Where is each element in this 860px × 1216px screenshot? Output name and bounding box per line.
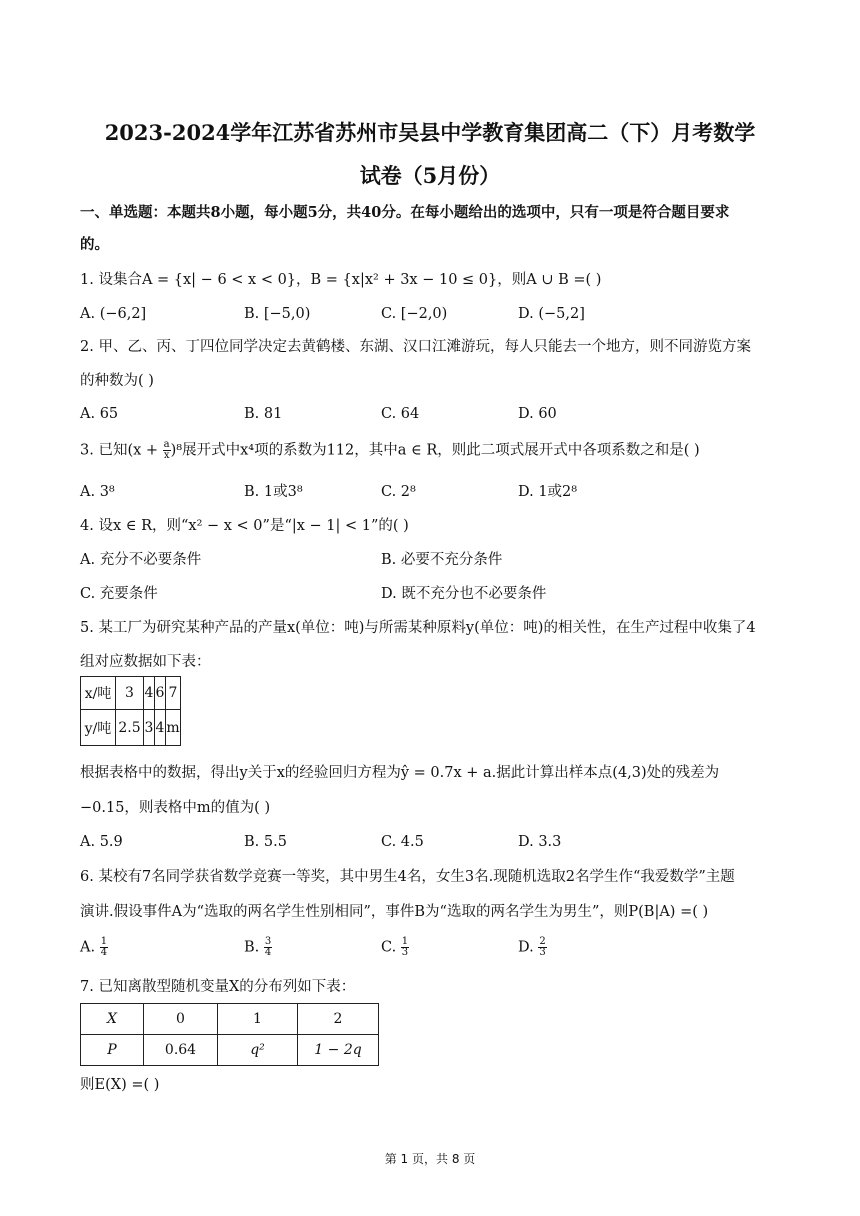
- q2-option-d: D. 60: [518, 406, 557, 422]
- table-cell: 3: [116, 677, 144, 710]
- q5-option-d: D. 3.3: [518, 834, 562, 850]
- q2-stem-cont: 的种数为( ): [80, 373, 154, 389]
- q6-option-d-label: D.: [518, 939, 534, 956]
- q6-stem-cont: 演讲.假设事件A为“选取的两名学生性别相同”，事件B为“选取的两名学生为男生”，则P(B|A) =( ): [80, 904, 709, 920]
- q7-stem: 7. 已知离散型随机变量X的分布列如下表：: [80, 979, 356, 995]
- q3-option-b: B. 1或3⁸: [244, 484, 303, 500]
- q5-option-b: B. 5.5: [244, 834, 287, 850]
- table-cell: 2.5: [116, 710, 144, 746]
- q5-option-c: C. 4.5: [381, 834, 424, 850]
- q6-option-b-label: B.: [244, 939, 260, 956]
- page-footer: 第 1 页，共 8 页: [384, 1152, 476, 1166]
- table-row: [81, 677, 181, 710]
- table-cell: 1 − 2q: [298, 1035, 379, 1066]
- frac-num: 1: [100, 936, 108, 947]
- section-header-cont: 的。: [80, 236, 109, 253]
- exam-title-line1: 2023-2024学年江苏省苏州市吴县中学教育集团高二（下）月考数学: [104, 120, 756, 145]
- q6-option-a-label: A.: [80, 939, 96, 956]
- q4-option-a: A. 充分不必要条件: [80, 552, 202, 568]
- table-cell: 7: [166, 677, 181, 710]
- q6-option-c-fraction: [401, 937, 409, 958]
- q6-option-c-label: C.: [381, 939, 397, 956]
- table-row: [81, 710, 181, 746]
- q2-option-b: B. 81: [244, 406, 283, 422]
- table-cell: y/吨: [81, 710, 116, 746]
- q5-after: 根据表格中的数据，得出y关于x的经验回归方程为ŷ = 0.7x + a.据此计算出样本点(4,3)处的残差为: [80, 765, 720, 781]
- table-cell: 4: [155, 710, 166, 746]
- q2-option-c: C. 64: [381, 406, 420, 422]
- table-cell: P: [81, 1035, 144, 1066]
- table-row: [81, 1004, 379, 1035]
- table-cell: 3: [144, 710, 155, 746]
- section-header: 一、单选题：本题共8小题，每小题5分，共40分。在每小题给出的选项中，只有一项是符合题目要求: [80, 204, 730, 221]
- q3-fraction: [163, 440, 171, 461]
- q6-option-b: [244, 937, 272, 958]
- q1-option-d: D. (−5,2]: [518, 306, 585, 322]
- q4-option-d: D. 既不充分也不必要条件: [381, 586, 547, 602]
- q1-option-b: B. [−5,0): [244, 306, 311, 322]
- table-cell: q²: [218, 1035, 298, 1066]
- q5-option-a: A. 5.9: [80, 834, 123, 850]
- q6-option-a: [80, 937, 108, 958]
- q4-option-b: B. 必要不充分条件: [381, 552, 503, 568]
- q6-option-b-fraction: [264, 937, 272, 958]
- frac-num: 2: [539, 936, 546, 947]
- q5-data-table: [80, 676, 181, 746]
- q3-option-c: C. 2⁸: [381, 484, 416, 500]
- q3-option-a: A. 3⁸: [80, 484, 115, 500]
- table-cell: 2: [298, 1004, 379, 1035]
- q7-after: 则E(X) =( ): [80, 1077, 160, 1093]
- q3-stem-b: )⁸展开式中x⁴项的系数为112，其中a ∈ R，则此二项式展开式中各项系数之和是( ): [170, 442, 700, 459]
- frac-den: 3: [539, 947, 546, 958]
- q5-stem-cont: 组对应数据如下表：: [80, 654, 211, 670]
- q4-stem: 4. 设x ∈ R，则“x² − x < 0”是“|x − 1| < 1”的( ): [80, 518, 409, 534]
- q1-stem: 1. 设集合A = {x| − 6 < x < 0}，B = {x|x² + 3x − 10 ≤ 0}，则A ∪ B =( ): [80, 272, 602, 288]
- table-cell: 1: [218, 1004, 298, 1035]
- q5-stem: 5. 某工厂为研究某种产品的产量x(单位：吨)与所需某种原料y(单位：吨)的相关性，在生产过程中收集了4: [80, 620, 756, 636]
- q4-option-c: C. 充要条件: [80, 586, 158, 602]
- q3-frac-den: x: [163, 450, 170, 461]
- table-cell: 6: [155, 677, 166, 710]
- table-cell: 0: [144, 1004, 218, 1035]
- table-cell: 0.64: [144, 1035, 218, 1066]
- frac-den: 4: [264, 947, 272, 958]
- table-cell: m: [166, 710, 181, 746]
- q2-option-a: A. 65: [80, 406, 119, 422]
- table-cell: X: [81, 1004, 144, 1035]
- q3-frac-num: a: [163, 439, 170, 450]
- q6-option-d-fraction: [538, 937, 546, 958]
- q3-stem-a: 3. 已知(x +: [80, 442, 163, 459]
- exam-title-line2: 试卷（5月份）: [359, 163, 501, 188]
- table-cell: 4: [144, 677, 155, 710]
- q3-stem: [80, 440, 700, 461]
- q2-stem: 2. 甲、乙、丙、丁四位同学决定去黄鹤楼、东湖、汉口江滩游玩，每人只能去一个地方，则不同游览方案: [80, 339, 751, 355]
- q6-option-c: [381, 937, 409, 958]
- table-row: [81, 1035, 379, 1066]
- table-cell: x/吨: [81, 677, 116, 710]
- q1-option-c: C. [−2,0): [381, 306, 448, 322]
- q3-option-d: D. 1或2⁸: [518, 484, 578, 500]
- frac-den: 4: [100, 947, 108, 958]
- q7-distribution-table: [80, 1003, 379, 1066]
- q1-option-a: A. (−6,2]: [80, 306, 147, 322]
- frac-den: 3: [401, 947, 409, 958]
- frac-num: 1: [401, 936, 409, 947]
- q5-after-cont: −0.15，则表格中m的值为( ): [80, 800, 271, 816]
- q6-stem: 6. 某校有7名同学获省数学竞赛一等奖，其中男生4名，女生3名.现随机选取2名学生作“我爱数学”主题: [80, 869, 735, 885]
- frac-num: 3: [264, 936, 272, 947]
- q6-option-d: [518, 937, 547, 958]
- q6-option-a-fraction: [100, 937, 108, 958]
